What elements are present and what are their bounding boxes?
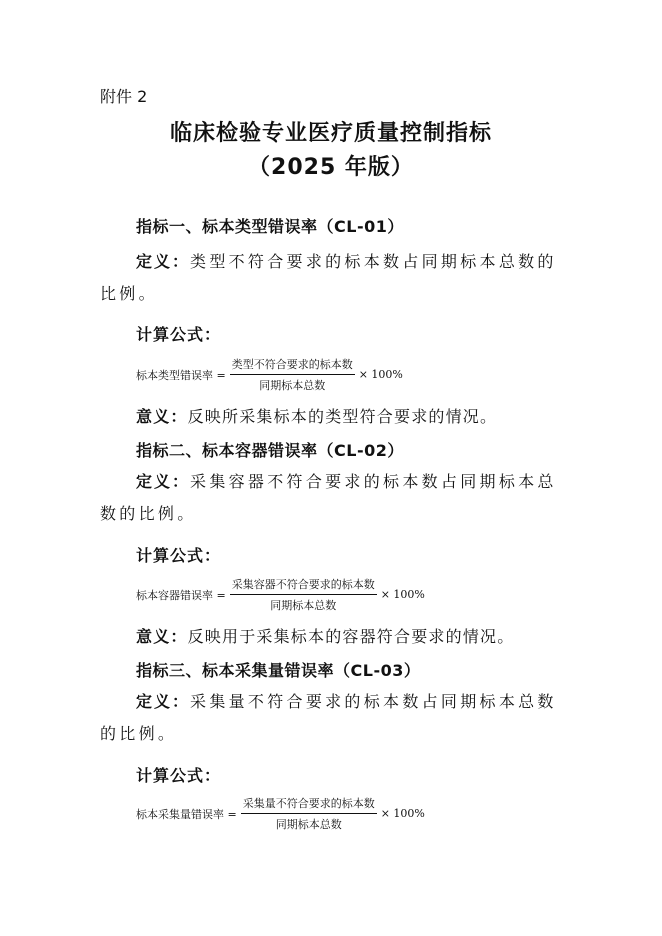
indicator-1-heading: 指标一、标本类型错误率（CL-01） [136,217,404,236]
attachment-label: 附件 2 [100,87,148,106]
formula-denominator: 同期标本总数 [275,818,342,831]
meaning-text: 反映所采集标本的类型符合要求的情况。 [187,407,498,426]
formula-numerator: 采集容器不符合要求的标本数 [230,576,377,595]
formula-left: 标本容器错误率 = [136,588,226,602]
formula-numerator: 采集量不符合要求的标本数 [241,795,377,814]
meaning-label: 意义： [136,627,188,646]
document-title: 临床检验专业医疗质量控制指标 [169,121,492,146]
document-edition: （2025 年版） [248,155,414,180]
indicator-1-formula-label: 计算公式： [136,325,222,344]
formula-fraction [241,795,377,832]
indicator-3-formula [136,795,425,832]
indicator-3-definition [100,686,562,750]
indicator-1-formula [136,356,403,393]
indicator-2-definition [100,466,562,530]
indicator-2-heading: 指标二、标本容器错误率（CL-02） [136,441,404,460]
definition-label: 定义： [136,692,191,711]
meaning-label: 意义： [136,407,188,426]
indicator-2-formula-label: 计算公式： [136,546,222,565]
definition-text: 采集容器不符合要求的标本数占同期标本总数的比例。 [100,472,557,523]
indicator-3-formula-label: 计算公式： [136,766,222,785]
indicator-1-meaning [136,404,497,427]
formula-numerator: 类型不符合要求的标本数 [230,356,355,375]
definition-text: 采集量不符合要求的标本数占同期标本总数的比例。 [100,692,557,743]
indicator-1-definition [100,246,562,310]
formula-right: × 100% [358,368,403,381]
formula-denominator: 同期标本总数 [270,599,337,612]
indicator-2-formula [136,576,425,613]
formula-left: 标本类型错误率 = [136,368,226,382]
indicator-3-heading: 指标三、标本采集量错误率（CL-03） [136,661,421,680]
formula-right: × 100% [380,807,425,820]
formula-denominator: 同期标本总数 [259,379,326,392]
indicator-2-meaning [136,624,514,647]
formula-left: 标本采集量错误率 = [136,807,237,821]
definition-label: 定义： [136,252,191,271]
meaning-text: 反映用于采集标本的容器符合要求的情况。 [187,627,515,646]
definition-text: 类型不符合要求的标本数占同期标本总数的比例。 [100,252,557,303]
formula-fraction [230,576,377,613]
formula-right: × 100% [380,588,425,601]
definition-label: 定义： [136,472,191,491]
formula-fraction [230,356,355,393]
